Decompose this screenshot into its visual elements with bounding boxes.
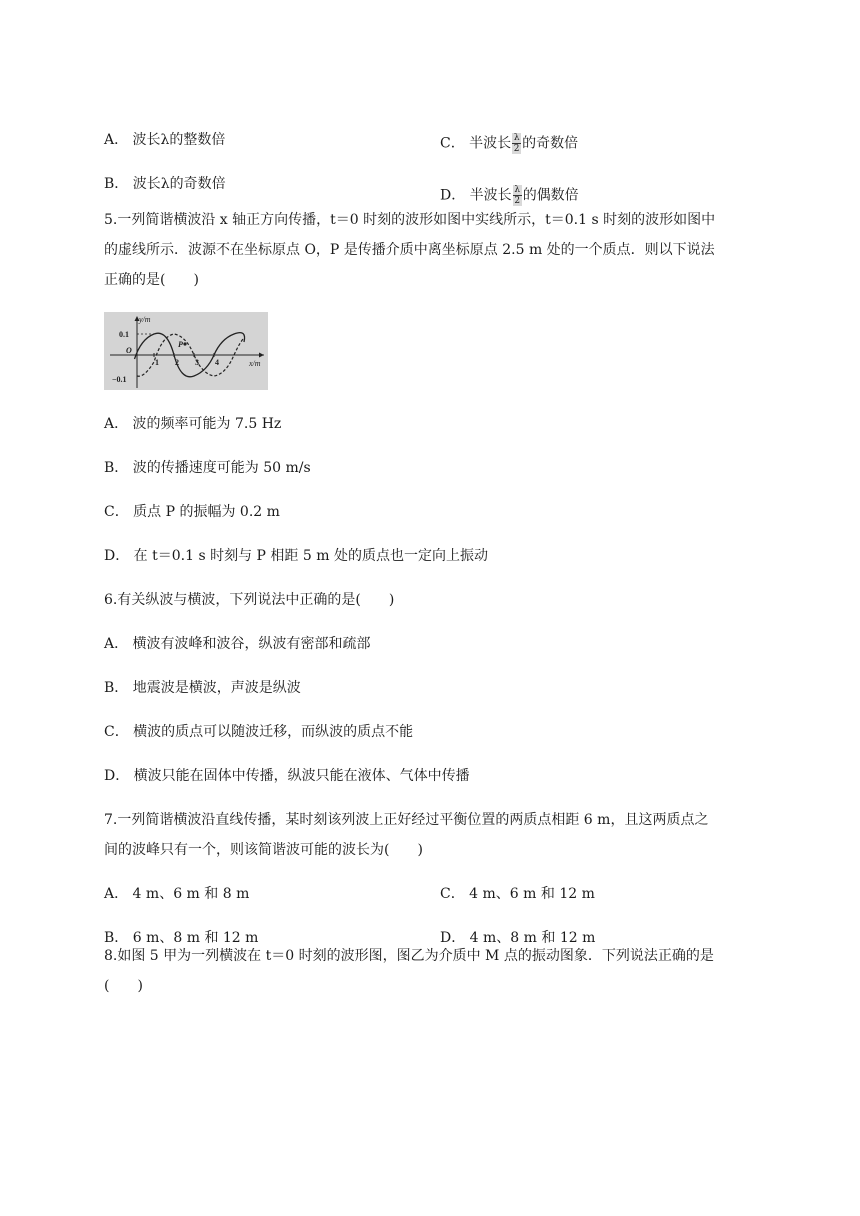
q8-stem-line-1: 8.如图 5 甲为一列横波在 t＝0 时刻的波形图，图乙为介质中 M 点的振动图象．下列说法正确的是 bbox=[104, 948, 714, 964]
x-tick-label-2: 2 bbox=[175, 358, 179, 367]
y-max-label: 0.1 bbox=[119, 330, 129, 339]
y-min-label: −0.1 bbox=[112, 375, 127, 384]
half-wavelength-fraction bbox=[512, 133, 521, 154]
q4-option-b: B． 波长λ的奇数倍 bbox=[104, 176, 226, 192]
q4-option-c-suffix: 的奇数倍 bbox=[522, 135, 579, 152]
point-p-label: P bbox=[178, 340, 183, 349]
q6-stem: 6.有关纵波与横波，下列说法中正确的是( ) bbox=[104, 592, 395, 608]
x-tick-label-1: 1 bbox=[155, 358, 159, 367]
q7-option-c: C． 4 m、6 m 和 12 m bbox=[440, 886, 595, 902]
q4-option-d-suffix: 的偶数倍 bbox=[522, 187, 579, 204]
origin-label: O bbox=[126, 346, 132, 355]
half-wavelength-fraction bbox=[513, 185, 522, 206]
fraction-denominator: 2 bbox=[513, 144, 520, 154]
fraction-numerator: λ bbox=[514, 185, 521, 195]
q5-stem-line-3: 正确的是( ) bbox=[104, 272, 199, 288]
fraction-numerator: λ bbox=[513, 133, 520, 143]
q7-option-d: D． 4 m、8 m 和 12 m bbox=[440, 930, 596, 946]
q5-option-a: A． 波的频率可能为 7.5 Hz bbox=[104, 416, 282, 432]
y-axis-label: y/m bbox=[139, 315, 151, 324]
q8-stem-line-2: ( ) bbox=[104, 978, 143, 994]
q4-option-a: A． 波长λ的整数倍 bbox=[104, 132, 226, 148]
point-p-marker bbox=[183, 342, 186, 345]
q5-option-d: D． 在 t＝0.1 s 时刻与 P 相距 5 m 处的质点也一定向上振动 bbox=[104, 548, 488, 564]
q5-option-c: C． 质点 P 的振幅为 0.2 m bbox=[104, 504, 280, 520]
q6-option-d: D． 横波只能在固体中传播，纵波只能在液体、气体中传播 bbox=[104, 768, 470, 784]
q6-option-a: A． 横波有波峰和波谷，纵波有密部和疏部 bbox=[104, 636, 371, 652]
q7-option-a: A． 4 m、6 m 和 8 m bbox=[104, 886, 250, 902]
q7-option-b: B． 6 m、8 m 和 12 m bbox=[104, 930, 259, 946]
q4-option-d-prefix: D． 半波长 bbox=[440, 187, 512, 204]
fraction-denominator: 2 bbox=[514, 196, 521, 206]
q7-stem-line-2: 间的波峰只有一个，则该简谐波可能的波长为( ) bbox=[104, 842, 423, 858]
q5-stem-line-2: 的虚线所示．波源不在坐标原点 O，P 是传播介质中离坐标原点 2.5 m 处的一个质点．则以下说法 bbox=[104, 242, 715, 258]
q6-option-c: C． 横波的质点可以随波迁移，而纵波的质点不能 bbox=[104, 724, 414, 740]
q5-stem-line-1: 5.一列简谐横波沿 x 轴正方向传播，t＝0 时刻的波形如图中实线所示，t＝0.1 s 时刻的波形如图中 bbox=[104, 212, 716, 228]
x-axis-label: x/m bbox=[249, 359, 261, 368]
x-tick-label-3: 3 bbox=[195, 358, 199, 367]
q5-option-b: B． 波的传播速度可能为 50 m/s bbox=[104, 460, 311, 476]
q6-option-b: B． 地震波是横波，声波是纵波 bbox=[104, 680, 301, 696]
q4-option-d bbox=[440, 185, 579, 206]
q4-option-c bbox=[440, 133, 578, 154]
wave-figure bbox=[104, 312, 268, 390]
x-tick-label-4: 4 bbox=[215, 358, 219, 367]
q7-stem-line-1: 7.一列简谐横波沿直线传播，某时刻该列波上正好经过平衡位置的两质点相距 6 m，且这两质点之 bbox=[104, 812, 709, 828]
q4-option-c-prefix: C． 半波长 bbox=[440, 135, 512, 152]
